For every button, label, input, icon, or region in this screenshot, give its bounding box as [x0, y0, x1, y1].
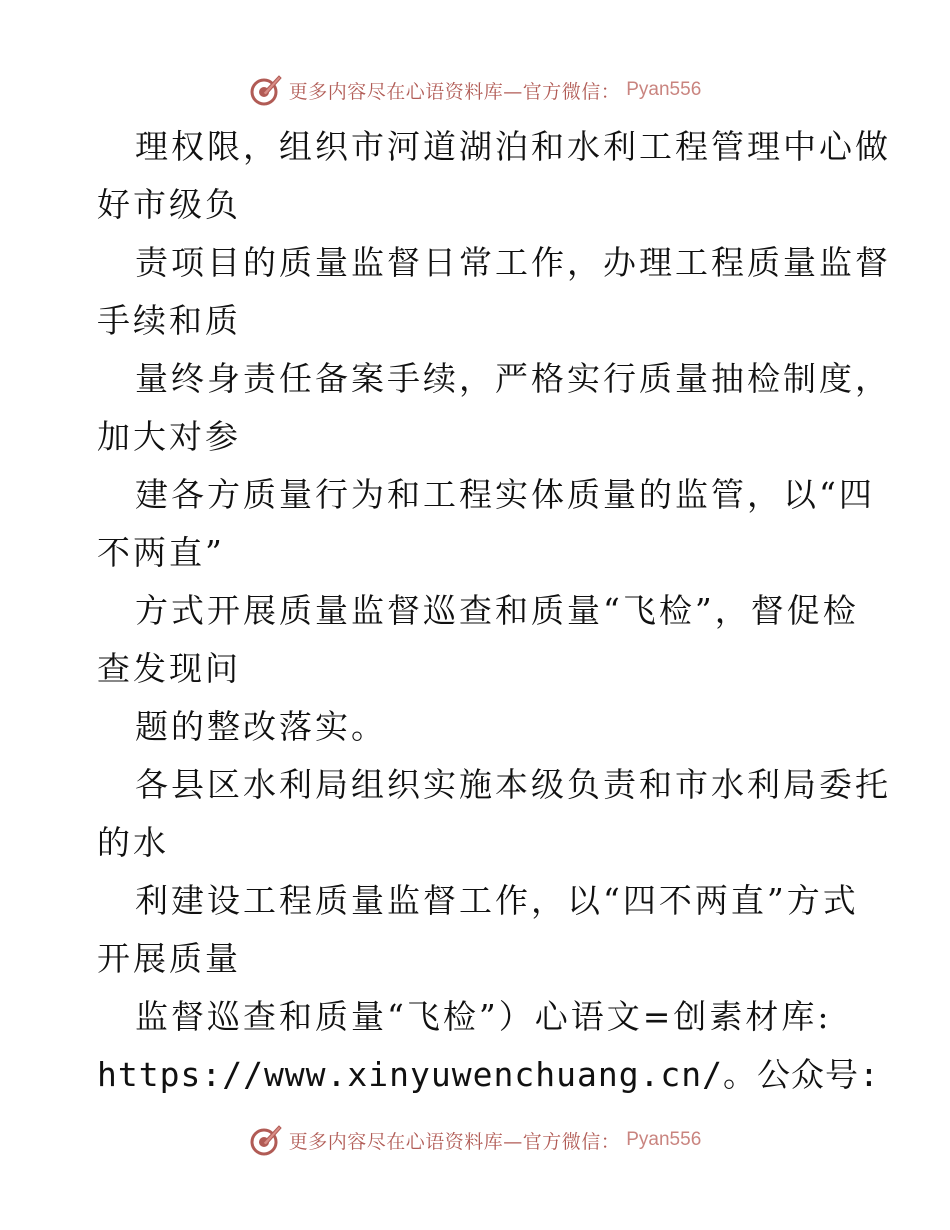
quill-logo-icon: [249, 73, 283, 107]
footer-watermark-text: 更多内容尽在心语资料库—官方微信：: [288, 1130, 621, 1153]
text-line: 开展质量: [97, 939, 241, 978]
text-line: 责项目的质量监督日常工作，办理工程质量监督: [135, 243, 891, 282]
text-line: 好市级负: [97, 185, 241, 224]
text-line: 的水: [97, 823, 169, 862]
quill-logo-icon: [249, 1123, 283, 1157]
text-line: 手续和质: [97, 301, 241, 340]
text-line: 量终身责任备案手续，严格实行质量抽检制度，: [135, 359, 891, 398]
text-line: 理权限，组织市河道湖泊和水利工程管理中心做: [135, 127, 891, 166]
text-line: 利建设工程质量监督工作，以“四不两直”方式: [135, 881, 859, 920]
footer-watermark-banner: [0, 1120, 950, 1160]
text-line: 各县区水利局组织实施本级负责和市水利局委托: [135, 765, 891, 804]
document-body: [97, 118, 891, 1104]
footer-watermark-id: Pyan556: [626, 1129, 702, 1150]
header-watermark-text: 更多内容尽在心语资料库—官方微信：: [288, 80, 621, 103]
text-line: 监督巡查和质量“飞检”）心语文=创素材库:: [135, 997, 832, 1036]
header-watermark-banner: [0, 70, 950, 110]
text-line: 方式开展质量监督巡查和质量“飞检”，督促检: [135, 591, 859, 630]
text-line: 建各方质量行为和工程实体质量的监管，以“四: [135, 475, 875, 514]
text-line: 查发现问: [97, 649, 241, 688]
text-line-url: https://www.xinyuwenchuang.cn/。公众号:: [97, 1055, 880, 1094]
text-line: 加大对参: [97, 417, 241, 456]
text-line: 不两直”: [97, 533, 225, 572]
header-watermark-id: Pyan556: [626, 79, 702, 100]
text-line: 题的整改落实。: [135, 707, 387, 746]
